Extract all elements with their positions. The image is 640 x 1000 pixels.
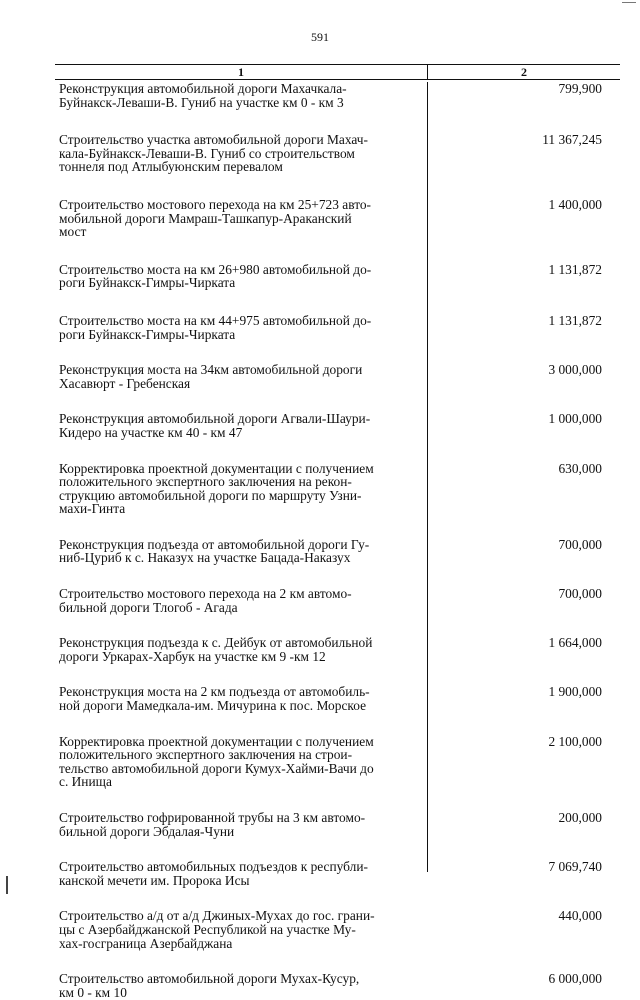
row-description: Строительство автомобильных подъездов к республи- канской мечети им. Пророка Исы [59, 859, 368, 888]
row-description: Строительство а/д от а/д Джиных-Мухах до гос. грани- цы с Азербайджанской Республикой на участке Му- хах-госграница Азербайджана [59, 908, 375, 951]
row-amount: 200,000 [558, 810, 602, 825]
table-row [55, 685, 620, 712]
column-header-2: 2 [521, 65, 527, 79]
row-description: Реконструкция подъезда от автомобильной дороги Гу- ниб-Цуриб к с. Наказух на участке Бацада-Наказух [59, 536, 370, 566]
table-row [55, 811, 620, 838]
row-amount: 11 367,245 [542, 132, 602, 148]
table-row [55, 538, 620, 565]
table-row [55, 636, 620, 663]
table-row [55, 587, 620, 614]
row-description: Реконструкция автомобильной дороги Махачкала- Буйнакск-Леваши-В. Гуниб на участке км 0 - км 3 [59, 81, 347, 110]
row-description: Реконструкция подъезда к с. Дейбук от автомобильной дороги Уркарах-Харбук на участке км 9 -км 12 [59, 635, 373, 664]
budget-table [55, 64, 620, 999]
corner-mark [622, 2, 636, 9]
table-row [55, 972, 620, 999]
table-row [55, 263, 620, 290]
row-amount: 1 131,872 [548, 312, 602, 328]
table-row [55, 462, 620, 516]
row-amount: 1 664,000 [548, 635, 602, 651]
page-number: 591 [311, 30, 329, 44]
row-description: Строительство моста на км 44+975 автомобильной до- роги Буйнакск-Гимры-Чирката [59, 312, 372, 342]
row-amount: 1 000,000 [548, 411, 602, 427]
row-description: Строительство гофрированной трубы на 3 км автомо- бильной дороги Эбдалая-Чуни [59, 810, 366, 839]
row-amount: 7 069,740 [548, 859, 602, 875]
row-amount: 700,000 [558, 586, 602, 602]
table-row [55, 198, 620, 239]
table-row [55, 363, 620, 390]
row-amount: 1 400,000 [548, 196, 602, 212]
table-row [55, 314, 620, 341]
row-amount: 1 131,872 [548, 261, 602, 277]
table-row [55, 133, 620, 174]
row-description: Строительство мостового перехода на км 25+723 авто- мобильной дороги Мамраш-Ташкапур-Араканский мост [59, 196, 372, 240]
row-amount: 440,000 [558, 908, 602, 924]
row-description: Строительство участка автомобильной дороги Махач- кала-Буйнакск-Леваши-В. Гуниб со строительством тоннеля под Атлыбуюнским перевалом [59, 132, 368, 175]
row-description: Строительство мостового перехода на 2 км автомо- бильной дороги Тлогоб - Агада [59, 586, 352, 615]
row-description: Реконструкция моста на 2 км подъезда от автомобиль- ной дороги Мамедкала-им. Мичурина к пос. Морское [59, 684, 370, 714]
row-description: Реконструкция моста на 34км автомобильной дороги Хасавюрт - Гребенская [59, 362, 363, 391]
row-amount: 799,900 [558, 81, 602, 96]
column-divider [427, 82, 428, 872]
row-amount: 630,000 [558, 460, 602, 476]
row-amount: 1 900,000 [548, 684, 602, 700]
column-header-1: 1 [55, 65, 428, 79]
row-description: Строительство моста на км 26+980 автомобильной до- роги Буйнакск-Гимры-Чирката [59, 261, 372, 291]
margin-mark [6, 876, 8, 894]
row-amount: 3 000,000 [548, 362, 602, 378]
row-amount: 6 000,000 [548, 971, 602, 987]
row-description: Строительство автомобильной дороги Мухах-Кусур, км 0 - км 10 [59, 971, 360, 1000]
row-amount: 2 100,000 [548, 733, 602, 749]
row-description: Реконструкция автомобильной дороги Агвали-Шаури- Кидеро на участке км 40 - км 47 [59, 411, 371, 440]
table-row [55, 860, 620, 887]
row-amount: 700,000 [558, 536, 602, 552]
table-header [55, 64, 620, 80]
table-row [55, 909, 620, 950]
table-row [55, 735, 620, 789]
table-row [55, 412, 620, 439]
row-description: Корректировка проектной документации с получением положительного экспертного заключения на строи- тельство автомобильной дороги Кумух-Хайми-Вачи до с. Инища [59, 733, 374, 790]
row-description: Корректировка проектной документации с получением положительного экспертного заключения на рекон- струкцию автомобильной дороги по маршруту Узни- махи-Гинта [59, 460, 374, 517]
table-row [55, 82, 620, 109]
table-body [55, 82, 620, 999]
